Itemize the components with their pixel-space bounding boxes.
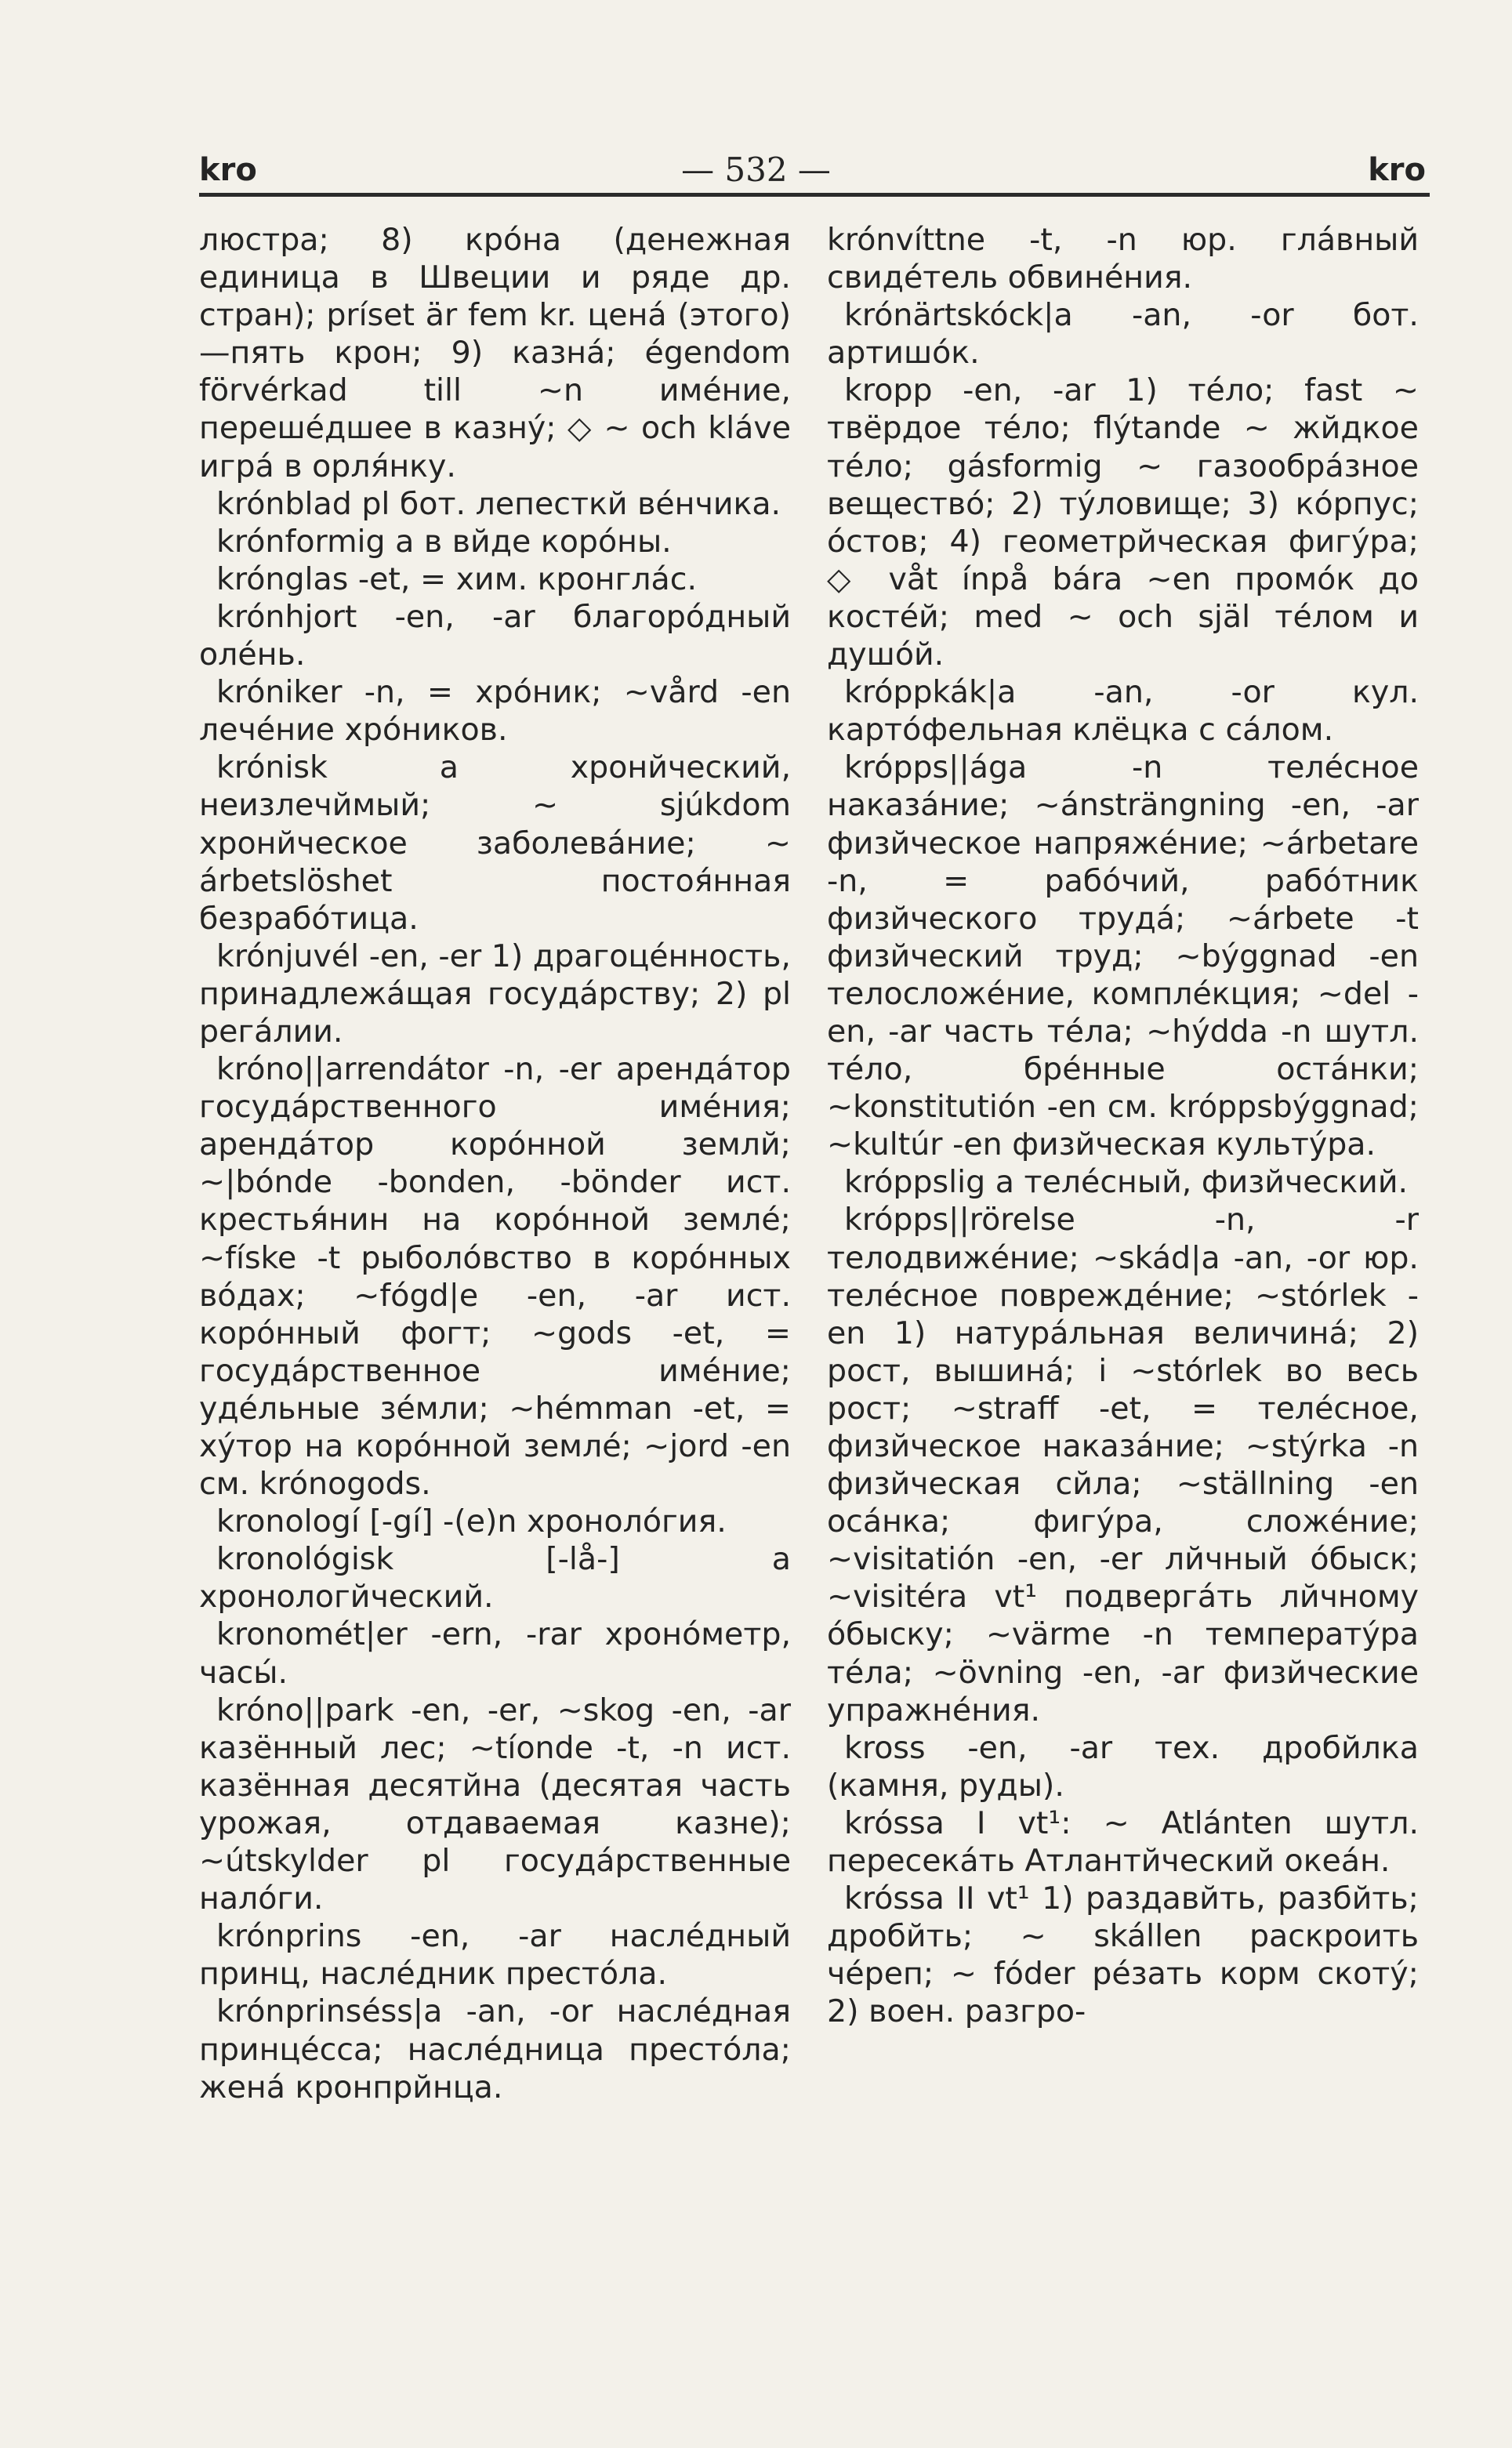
entry: krópps||rörelse -n, -r телодвижéние; ~skád|a -an, -or юр. телéсное повреждéние; ~stórlek -en 1) натурáльная величинá; 2) рост, вышинá; i ~stórlek во весь рост; ~straff -et, = телéсное, физйческое наказáние; ~stýrka -n физйческая сйла; ~ställning -en осáнка; фигýра, сложéние; ~visitatión -en, -er лйчный óбыск; ~visitéra vt¹ подвергáть лйчному óбыску; ~värme -n температýра тéла; ~övning -en, -ar физйческие упражнéния. xyxy=(827,1202,1419,1728)
entry: krónprins -en, -ar наслéдный принц, наслéдник престóла. xyxy=(199,1918,791,1993)
entry: krónhjort -en, -ar благорóдный олéнь. xyxy=(199,598,791,673)
header-rule xyxy=(199,193,1430,197)
entry: króno||park -en, -er, ~skog -en, -ar казённый лес; ~tíonde -t, -n ист. казённая десятйна (десятая часть урожая, отдаваемая казне); ~útskylder pl госудáрственные налóги. xyxy=(199,1692,791,1917)
entry: krónjuvél -en, -er 1) драгоцéнность, принадлежáщая госудáрству; 2) pl регáлии. xyxy=(199,937,791,1050)
header-right-guideword: kro xyxy=(1368,152,1426,188)
entry: kronológisk [-lå-] a хронологйческий. xyxy=(199,1541,791,1616)
page-number: — 532 — xyxy=(681,151,831,189)
entry: króppslig a телéсный, физйческий. xyxy=(844,1164,1409,1201)
entry: krónvíttne -t, -n юр. глáвный свидéтель обвинéния. xyxy=(827,222,1419,296)
entry: króssa II vt¹ 1) раздавйть, разбйть; дробйть; ~ skállen раскроить чéреп; ~ fóder рéзать корм скотý; 2) воен. разгро- xyxy=(827,1880,1419,2030)
header-left-guideword: kro xyxy=(199,152,257,188)
column-right xyxy=(827,221,1419,2031)
entry: krónisk a хронйческий, неизлечймый; ~ sjúkdom хронйческое заболевáние; ~ árbetslöshet постоя́нная безрабóтица. xyxy=(199,749,791,937)
entry: króno||arrendátor -n, -er арендáтор госудáрственного имéния; арендáтор корóнной землй; ~|bónde -bonden, -bönder ист. крестья́нин на корóнной землé; ~físke -t рыболóвство в корóнных вóдах; ~fógd|e -en, -ar ист. корóнный фогт; ~gods -et, = госудáрственное имéние; удéльные зéмли; ~hémman -et, = хýтор на корóнной землé; ~jord -en см. krónogods. xyxy=(199,1051,791,1503)
entry: krónglas -et, = хим. кронглáс. xyxy=(216,560,698,597)
column-left xyxy=(199,221,791,2106)
entry: krónformig a в вйде корóны. xyxy=(216,523,672,560)
entry: krónblad pl бот. лепесткй вéнчика. xyxy=(216,485,781,522)
entry: króppkák|a -an, -or кул. картóфельная клёцка с сáлом. xyxy=(827,674,1419,749)
entry: kross -en, -ar тех. дробйлка (камня, руды). xyxy=(827,1729,1419,1804)
entry: kropp -en, -ar 1) тéло; fast ~ твёрдое тéло; flýtande ~ жйдкое тéло; gásformig ~ газообрáзное веществó; 2) тýловище; 3) кóрпус; óстов; 4) геометрйческая фигýра; ◇ våt ínpå bára ~en промóк до костéй; med ~ och själ тéлом и душóй. xyxy=(827,372,1419,673)
entry: krópps||ága -n телéсное наказáние; ~ánsträngning -en, -ar физйческое напряжéние; ~árbetare -n, = рабóчий, рабóтник физйческого трудá; ~árbete -t физйческий труд; ~býggnad -en телосложéние, комплéкция; ~del -en, -ar часть тéла; ~hýdda -n шутл. тéло, брéнные остáнки; ~konstitutión -en см. króppsbýggnad; ~kultúr -en физйческая культýра. xyxy=(827,749,1419,1163)
entry: люстра; 8) крóна (денежная единица в Швеции и ряде др. стран); príset är fem kr. ценá (этого)—пять крон; 9) казнá; égendom förvérkad till ~n имéние, перешéдшее в казнý; ◇ ~ och kláve игрá в орля́нку. xyxy=(199,222,791,484)
entry: krónprinséss|a -an, -or наслéдная принцéсса; наслéдница престóла; женá кронпрйнца. xyxy=(199,1993,791,2105)
entry: kronologí [-gí] -(e)n хронолóгия. xyxy=(216,1503,727,1540)
entry: krónärtskóck|a -an, -or бот. артишóк. xyxy=(827,297,1419,372)
entry: króniker -n, = хрóник; ~vård -en лечéние хрóников. xyxy=(199,674,791,749)
entry: króssa I vt¹: ~ Atlánten шутл. пересекáть Атлантйческий океáн. xyxy=(827,1804,1419,1880)
entry: kronomét|er -ern, -rar хронóметр, часы́. xyxy=(199,1616,791,1691)
